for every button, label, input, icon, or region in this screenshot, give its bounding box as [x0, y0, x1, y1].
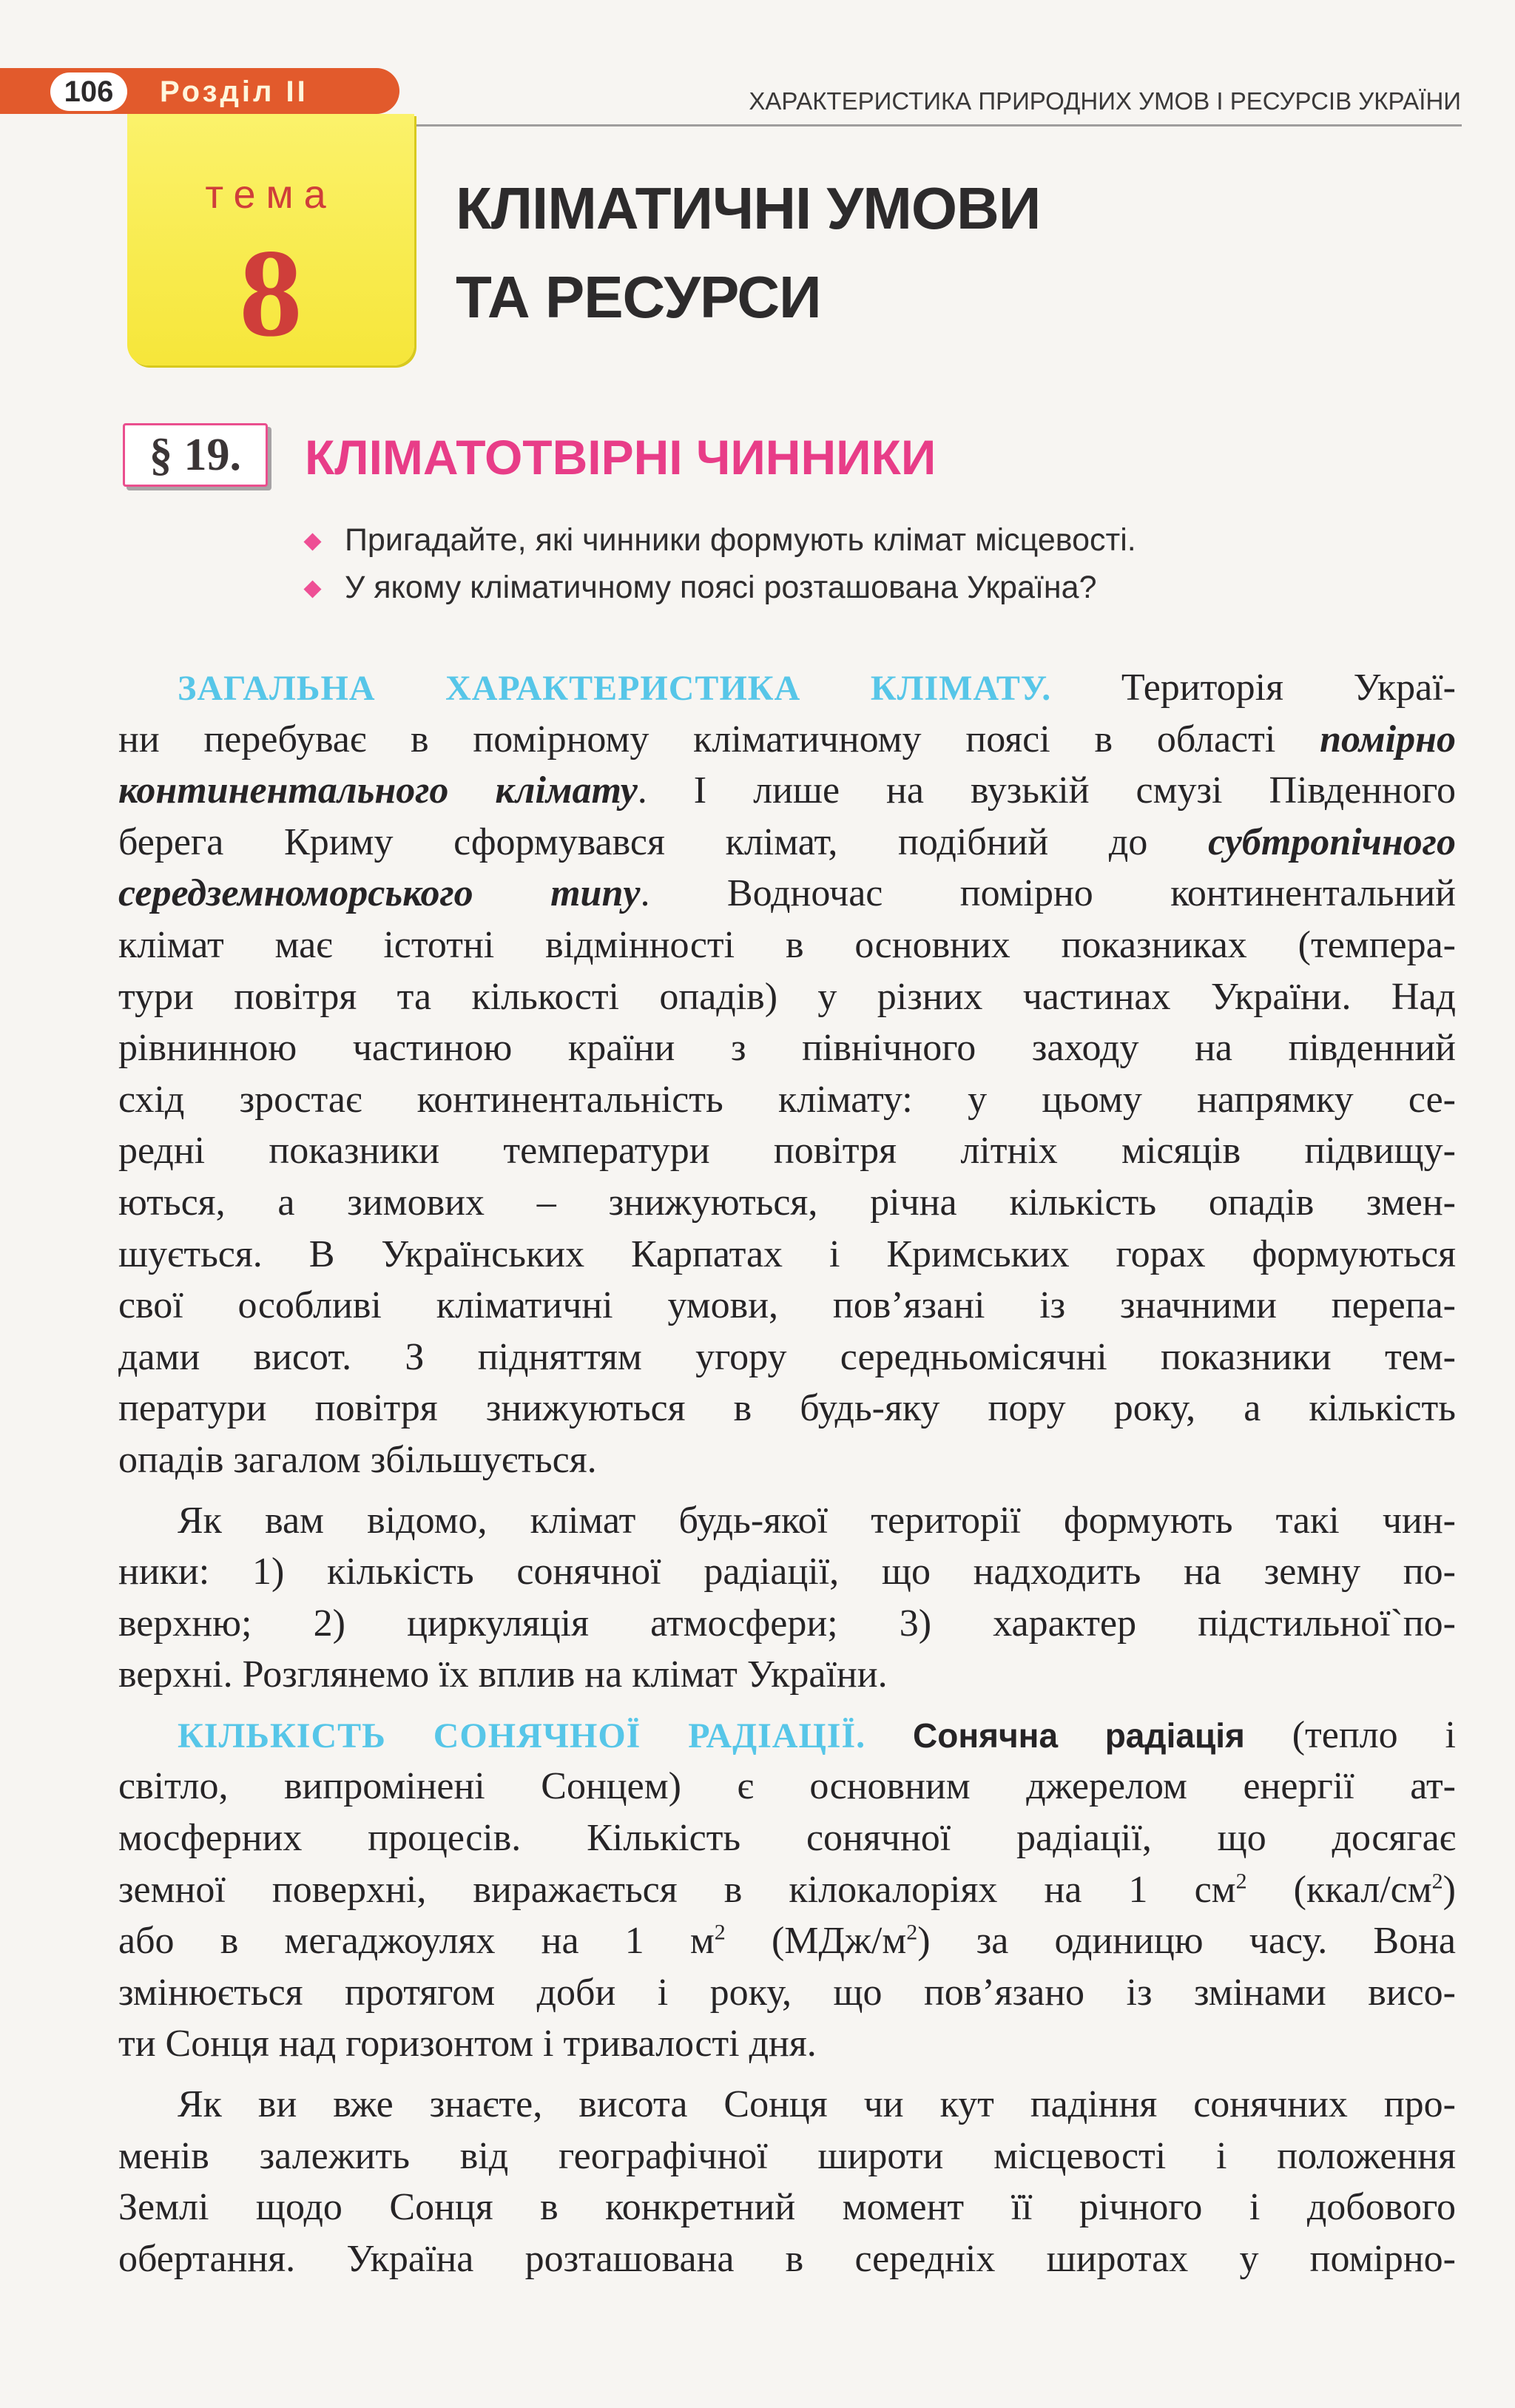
- text-line: дами висот. З підняттям угору середньомісячні показники тем-: [118, 1335, 1456, 1378]
- text-line: берега Криму сформувався клімат, подібний до субтропічного: [118, 820, 1457, 863]
- paragraph-title: КЛІМАТОТВІРНІ ЧИННИКИ: [305, 430, 937, 485]
- text-line: редні показники температури повітря літніх місяців підвищу-: [118, 1130, 1456, 1173]
- text-line: тури повітря та кількості опадів) у різних частинах України. Над: [118, 975, 1456, 1018]
- text-line: ператури повітря знижуються в будь-яку пору року, а кількість: [118, 1387, 1456, 1430]
- text-line: Як вам відомо, клімат будь-якої території формують такі чин-: [178, 1499, 1456, 1542]
- text-line: свої особливі кліматичні умови, пов’язані із значними перепа-: [118, 1284, 1456, 1327]
- main-text: [118, 662, 1456, 2284]
- topic-title-line: КЛІМАТИЧНІ УМОВИ: [456, 175, 1041, 241]
- topic-label: тема: [205, 172, 337, 217]
- text-line: ники: 1) кількість сонячної радіації, що надходить на земну по-: [118, 1551, 1456, 1593]
- question-item: [306, 516, 1475, 564]
- diamond-bullet-icon: [303, 533, 321, 550]
- section-label: Розділ II: [160, 75, 308, 108]
- topic-number: 8: [239, 223, 303, 362]
- term: Сонячна радіація: [913, 1716, 1245, 1755]
- diamond-bullet-icon: [303, 580, 321, 598]
- text-line: схід зростає континентальність клімату: у цьому напрямку се-: [118, 1078, 1456, 1121]
- page-number: 106: [50, 72, 127, 111]
- text-line: ти Сонця над горизонтом і тривалості дня.: [118, 2023, 817, 2065]
- text-line: рівнинною частиною країни з північного заходу на південний: [118, 1027, 1456, 1070]
- text-line: обертання. Україна розташована в середніх широтах у помірно-: [118, 2237, 1456, 2280]
- text-line: земної поверхні, виражається в кілокалоріях на 1 $см^2$ $(ккал/см^2)$: [118, 1868, 1456, 1911]
- subheading-general: ЗАГАЛЬНА ХАРАКТЕРИСТИКА КЛІМАТУ.: [178, 669, 1052, 708]
- text-line: шується. В Українських Карпатах і Кримських горах формуються: [118, 1232, 1456, 1275]
- text-line: змінюється протягом доби і року, що пов’язано із змінами висо-: [118, 1971, 1456, 2014]
- text-line: клімат має істотні відмінності в основних показниках (темпера-: [118, 923, 1456, 966]
- text-line: КІЛЬКІСТЬ СОНЯЧНОЇ РАДІАЦІЇ. Сонячна радіація (тепло і: [178, 1713, 1456, 1756]
- text-line: менів залежить від географічної широти місцевості і положення: [118, 2134, 1456, 2177]
- paragraph-number: § 19.: [149, 430, 241, 480]
- term: субтропічного: [1208, 820, 1457, 863]
- term: середземноморського типу: [118, 872, 641, 915]
- text-line: верхню; 2) циркуляція атмосфери; 3) характер підстильної`по-: [118, 1602, 1456, 1645]
- text-line: ни перебуває в помірному кліматичному поясі в області помірно: [118, 718, 1456, 760]
- topic-title: [456, 164, 1417, 342]
- term: континентального клімату: [118, 769, 638, 812]
- topic-title-line: ТА РЕСУРСИ: [456, 264, 821, 330]
- text-line: ЗАГАЛЬНА ХАРАКТЕРИСТИКА КЛІМАТУ. Територія Украї-: [178, 667, 1456, 709]
- subheading-radiation: КІЛЬКІСТЬ СОНЯЧНОЇ РАДІАЦІЇ.: [178, 1716, 866, 1756]
- text-line: мосферних процесів. Кількість сонячної радіації, що досягає: [118, 1817, 1456, 1860]
- text-line: ються, а зимових – знижуються, річна кількість опадів змен-: [118, 1181, 1456, 1224]
- text-line: середземноморського типу. Водночас помірно континентальний: [118, 872, 1457, 915]
- term: помірно: [1320, 718, 1456, 760]
- text-line: світло, випромінені Сонцем) є основним джерелом енергії ат-: [118, 1765, 1456, 1808]
- text-line: або в мегаджоулях на 1 $м^2$ $(МДж/м^2)$ за одиницю часу. Вона: [118, 1920, 1456, 1963]
- text-line: Як ви вже знаєте, висота Сонця чи кут падіння сонячних про-: [178, 2083, 1456, 2126]
- question-text: Пригадайте, які чинники формують клімат місцевості.: [345, 522, 1136, 558]
- question-item: [306, 564, 1475, 611]
- question-text: У якому кліматичному поясі розташована Україна?: [345, 570, 1097, 605]
- running-header: ХАРАКТЕРИСТИКА ПРИРОДНИХ УМОВ І РЕСУРСІВ УКРАЇНИ: [749, 87, 1461, 115]
- text-line: континентального клімату. І лише на вузькій смузі Південного: [118, 769, 1457, 812]
- text-line: Землі щодо Сонця в конкретний момент її річного і добового: [118, 2186, 1456, 2229]
- header-divider: [411, 124, 1462, 127]
- review-questions: [306, 516, 1475, 611]
- text-line: опадів загалом збільшується.: [118, 1438, 597, 1481]
- text-line: верхні. Розглянемо їх вплив на клімат України.: [118, 1653, 888, 1696]
